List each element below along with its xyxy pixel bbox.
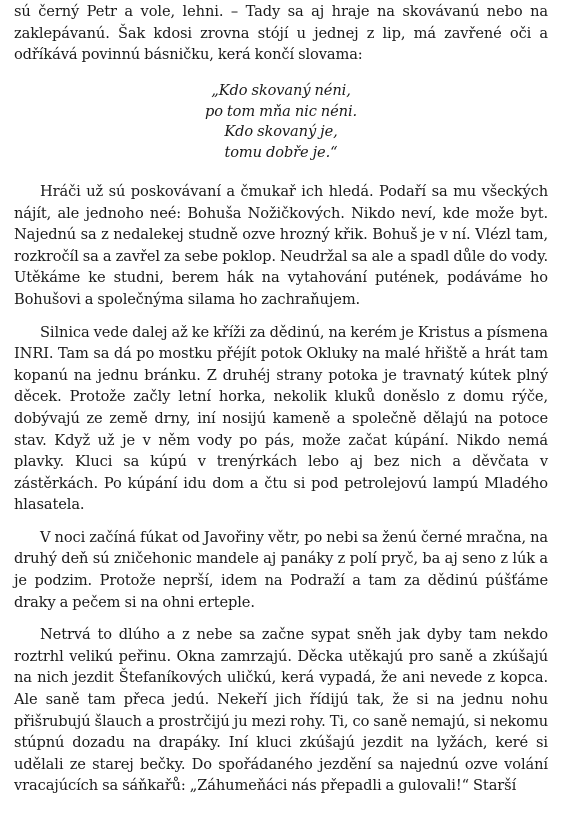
body-paragraph: Hráči už sú poskovávaní a čmukař ich hledá. Podaří sa mu všeckých nájít, ale jednoho neé: Bohuša Nožičkových. Nikdo neví, kde može byt. Najednú sa z nedalekej studně ozve hrozný křik. Bohuš je v ní. Vlézl tam, rozkročíl sa a zavřel za sebe poklop. Neudržal sa ale a spadl důle do vody. Utěkáme ke studni, berem hák na vytahování putének, podáváme ho Bohušovi a společnýma silama ho zachraňujem. [14,182,548,308]
poem-line: po tom mňa nic néni. [204,102,358,120]
poem-line: „Kdo skovaný néni, [211,81,351,99]
poem-line: Kdo skovaný je, [224,123,338,141]
body-paragraph: Silnica vede dalej až ke kříži za dědinú, na kerém je Kristus a písmena INRI. Tam sa dá po mostku přéjít potok Okluky na malé hřiště a hrát tam kopanú na jednu bránku. Z druhéj strany potoka je travnatý kútek plný děcek. Protože začly letní horka, nekolik kluků doněslo z domu rýče, dobývajú ze země drny, iní nosijú kameně a společně dělajú na potoce stav. Když už je v něm vody po pás, može začat kúpání. Nikdo nemá plavky. Kluci sa kúpú v trenýrkách lebo aj bez nich a děvčata v zástěrkách. Po kúpání idu dom a čtu si pod petrolejovú lampú Mladého hlasatela. [14,323,548,514]
body-paragraph: V noci začíná fúkat od Javořiny větr, po nebi sa ženú černé mračna, na druhý deň sú zničehonic mandele aj panáky z polí pryč, ba aj seno z lúk a je podzim. Protože neprší, idem na Podraží a tam za dědinú púšťáme draky a pečem si na ohni erteple. [14,528,548,611]
body-paragraph: Netrvá to dlúho a z nebe sa začne sypat sněh jak dyby tam nekdo roztrhl velikú peřinu. Okna zamrzajú. Děcka utěkajú pro saně a zkúšajú na nich jezdit Štefaníkových uličkú, kerá vypadá, že ani nevede z kopca. Ale saně tam přeca jedú. Nekeří jich řídijú tak, že si na jednu nohu přišrubujú šlauch a prostrčijú ju mezi rohy. Ti, co saně nemajú, si nekomu stúpnú dozadu na drapáky. Iní kluci zkúšajú jezdit na lyžách, keré si udělali ze starej bečky. Do spořádaného jezdění sa najednú ozve volání vracajúcích sa sáňkařů: „Záhumeňáci nás přepadli a gulovali!“ Starší [14,626,548,795]
opening-paragraph: sú černý Petr a vole, lehni. – Tady sa aj hraje na skovávanú nebo na zaklepávanú. Šak kdosi zrovna stójí u jednej z lip, má zavřené oči a odříkává povinnú básničku, kerá končí slovama: [14,3,548,64]
poem-line: tomu dobře je.“ [224,144,338,162]
poem-stanza [14,81,548,164]
